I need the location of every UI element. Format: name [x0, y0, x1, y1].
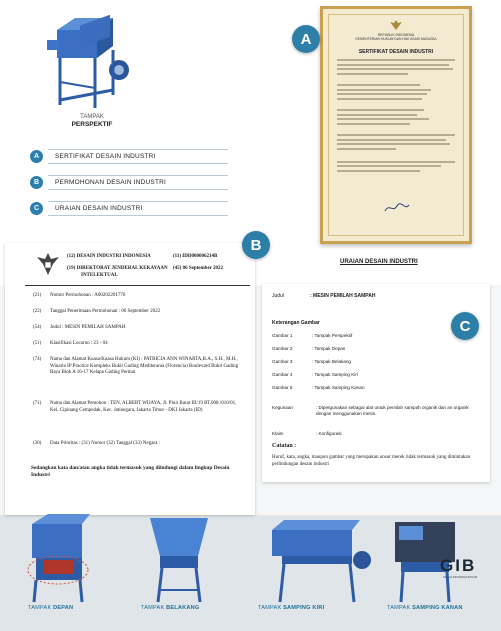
gambar-label: Gambar 3 — [272, 359, 293, 364]
view-caption-belakang — [141, 605, 199, 611]
item-a-badge: A — [30, 150, 43, 163]
gambar-label: Gambar 4 — [272, 372, 293, 377]
row-text: Nomor Permohonan : A00202201776 — [50, 293, 126, 298]
view-caption-prefix: TAMPAK — [387, 605, 413, 611]
doc-code-12: (12) DESAIN INDUSTRI INDONESIA — [67, 254, 151, 259]
machine-perspective-image — [35, 10, 140, 115]
certificate-title: SERTIFIKAT DESAIN INDUSTRI — [358, 49, 434, 55]
row-text: Klasifikasi Locarno : 23 - 04 — [50, 341, 108, 346]
list-item-sertifikat — [30, 148, 156, 164]
view-caption-prefix: TAMPAK — [141, 605, 167, 611]
doc-code-11: (11) IDD000006214B — [173, 254, 218, 259]
view-caption-prefix: TAMPAK — [258, 605, 284, 611]
catatan-title: Catatan : — [272, 443, 297, 449]
row-num: (74) — [33, 357, 42, 362]
application-document — [5, 243, 255, 515]
judul-label: Judul — [272, 293, 284, 299]
catatan-text: Huruf, kata, angka, maupun gambar yang merupakan unsur merek tidak termasuk yang dimintakan perlindungan desain industri — [272, 455, 471, 467]
gambar-value: : Tampak Belakang — [312, 359, 351, 364]
view-caption-prefix: TAMPAK — [28, 605, 54, 611]
signature-image — [383, 201, 411, 215]
row-text: Judul : MESIN PEMILAH SAMPAH — [50, 325, 126, 330]
row-text: Tanggal Penerimaan Permohonan : 06 September 2022 — [50, 309, 161, 314]
gambar-label: Gambar 5 — [272, 385, 293, 390]
badge-c: C — [451, 312, 479, 340]
view-caption-name: BELAKANG — [166, 605, 200, 611]
keterangan-title: Keterangan Gambar — [272, 320, 320, 326]
certificate-header — [323, 33, 469, 42]
doc-code-19b: INTELEKTUAL — [81, 273, 118, 278]
row-num: (51) — [33, 341, 42, 346]
gambar-label: Gambar 2 — [272, 346, 293, 351]
doc-code-19: (19) DIREKTORAT JENDERAL KEKAYAAN — [67, 266, 168, 271]
gambar-value: : Tampak Depan — [312, 346, 346, 351]
doc-footer-note: Sedangkan kata dan/atau angka tidak termasuk yang diindungi dalam lingkup Desain Industri — [31, 465, 230, 479]
perspective-caption — [57, 114, 127, 128]
item-c-badge: C — [30, 202, 43, 215]
row-num: (30) — [33, 441, 42, 446]
garuda-emblem-icon — [389, 19, 403, 31]
gib-logo: GIB — [440, 556, 477, 575]
perspective-caption-line2: PERSPEKTIF — [71, 120, 113, 128]
kegunaan-value: : Dipergunakan sebagai alat untuk pemilah sampah organik dan an organik dengan menggunakan mesin. — [316, 405, 469, 417]
kegunaan-label: Kegunaan — [272, 405, 293, 410]
gambar-value: : Tampak Perspektif — [312, 333, 353, 338]
certificate-body-text — [337, 59, 455, 175]
view-caption-name: DEPAN — [53, 605, 74, 611]
row-num: (21) — [33, 293, 42, 298]
doc-divider — [25, 285, 250, 286]
doc-code-45: (45) 06 September 2022 — [173, 266, 224, 271]
badge-a: A — [292, 25, 320, 53]
row-num: (22) — [33, 309, 42, 314]
view-caption-name: SAMPING KIRI — [283, 605, 325, 611]
gambar-value: : Tampak Samping Kanan — [312, 385, 365, 390]
machine-front-view-image — [18, 512, 108, 604]
machine-left-view-image — [252, 512, 382, 604]
list-item-uraian — [30, 200, 142, 216]
view-caption-samping-kiri — [258, 605, 324, 611]
item-c-label: URAIAN DESAIN INDUSTRI — [55, 204, 143, 212]
row-text: Nama dan Alamat Pemohon : TEN, ALBERT WIJAYA, Jl. Pluit Barat III/19 RT.008 /010/01, Kel. Cipinang Cempedak, Kec. Jatinegara, Jakarta Timur - DKI Jakarta (ID) — [50, 401, 237, 413]
item-b-label: PERMOHONAN DESAIN INDUSTRI — [55, 178, 167, 186]
machine-back-view-image — [130, 512, 225, 604]
garuda-emblem-icon — [35, 251, 61, 277]
row-num: (54) — [33, 325, 42, 330]
judul-value: : MESIN PEMILAH SAMPAH — [310, 293, 376, 299]
row-num: (71) — [33, 401, 42, 406]
row-text: Nama dan Alamat Kuasa/Kuasa Hukum (KI) : PATRICIA ANN WINARTA,B.A., S.H., M.H., Winarta IP Practice Kompleks Bukit Gading Mediterania (Florencia) Boulevard Bukit Gading Raya Blok A 16-17 Kelapa Gading Permai — [50, 357, 239, 375]
klaim-value: : Konfigurasi — [316, 431, 342, 436]
badge-b: B — [242, 231, 270, 259]
certificate-header-line2: KEMENTERIAN HUKUM DAN HAK ASASI MANUSIA — [355, 37, 437, 42]
view-caption-samping-kanan — [387, 605, 463, 611]
item-b-badge: B — [30, 176, 43, 189]
view-caption-depan — [28, 605, 73, 611]
gambar-value: : Tampak Samping Kiri — [312, 372, 358, 377]
view-caption-name: SAMPING KANAN — [412, 605, 463, 611]
certificate-caption: URAIAN DESAIN INDUSTRI — [340, 259, 418, 265]
list-item-permohonan — [30, 174, 166, 190]
gib-logo-subtitle: GRAHA INDONESIA BOGOR — [443, 576, 478, 579]
gambar-label: Gambar 1 — [272, 333, 293, 338]
certificate-header-line1: REPUBLIK INDONESIA — [377, 33, 415, 37]
item-a-label: SERTIFIKAT DESAIN INDUSTRI — [55, 152, 156, 160]
certificate-document — [320, 6, 472, 244]
klaim-label: Klaim — [272, 431, 284, 436]
perspective-caption-line1: TAMPAK — [80, 114, 104, 120]
row-text: Data Prioritas : (31) Nomor (32) Tanggal (33) Negara : — [50, 441, 160, 446]
